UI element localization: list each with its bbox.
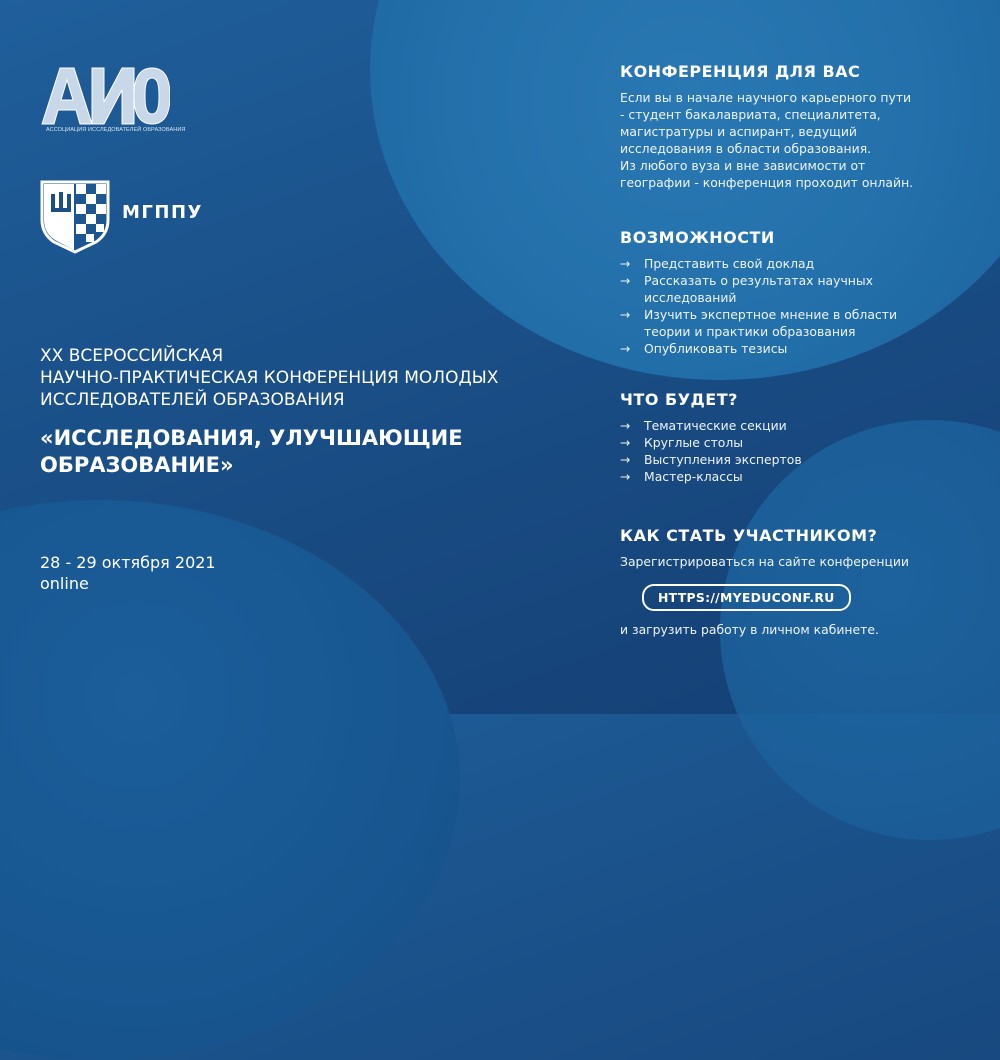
- section-paragraph: [620, 89, 980, 191]
- list-item-text: Представить свой доклад: [644, 256, 815, 271]
- join-line-1: Зарегистрироваться на сайте конференции: [620, 554, 909, 569]
- list-item-text: Опубликовать тезисы: [644, 341, 788, 356]
- paragraph-line: Если вы в начале научного карьерного пути: [620, 90, 912, 105]
- paragraph-line: исследования в области образования.: [620, 141, 872, 156]
- list-item-text: Выступления экспертов: [644, 452, 802, 467]
- section-opportunities: [620, 228, 980, 357]
- conference-name: [40, 425, 463, 479]
- conference-dates: [40, 552, 216, 594]
- section-what-will-be: [620, 390, 980, 485]
- conference-url-link[interactable]: HTTPS://MYEDUCONF.RU: [642, 584, 851, 611]
- arrow-right-icon: →: [620, 273, 631, 288]
- arrow-right-icon: →: [620, 469, 631, 484]
- what-will-be-list: [620, 417, 980, 485]
- list-item: [620, 272, 980, 306]
- list-item-text: теории и практики образования: [644, 324, 856, 339]
- paragraph-line: магистратуры и аспирант, ведущий: [620, 124, 857, 139]
- section-how-to-join: [620, 526, 980, 638]
- conference-name-line: «ИССЛЕДОВАНИЯ, УЛУЧШАЮЩИЕ: [40, 426, 463, 450]
- section-heading: КАК СТАТЬ УЧАСТНИКОМ?: [620, 526, 878, 545]
- list-item-text: Тематические секции: [644, 418, 787, 433]
- section-heading: ВОЗМОЖНОСТИ: [620, 228, 775, 247]
- list-item: [620, 434, 980, 451]
- list-item-text: Круглые столы: [644, 435, 744, 450]
- paragraph-line: Из любого вуза и вне зависимости от: [620, 158, 866, 173]
- list-item: [620, 417, 980, 434]
- arrow-right-icon: →: [620, 341, 631, 356]
- mgppu-shield-logo: [40, 180, 110, 254]
- join-line-2: и загрузить работу в личном кабинете.: [620, 622, 879, 637]
- section-for-you: [620, 62, 980, 191]
- aio-caption: АССОЦИАЦИЯ ИССЛЕДОВАТЕЛЕЙ ОБРАЗОВАНИЯ: [46, 127, 186, 133]
- list-item: [620, 255, 980, 272]
- opportunities-list: [620, 255, 980, 357]
- conference-title-line: XX ВСЕРОССИЙСКАЯ: [40, 346, 224, 366]
- list-item-text: исследований: [644, 290, 737, 305]
- mgppu-name: МГППУ: [122, 202, 203, 223]
- list-item-text: Изучить экспертное мнение в области: [644, 307, 898, 322]
- conference-title-line: ИССЛЕДОВАТЕЛЕЙ ОБРАЗОВАНИЯ: [40, 390, 345, 410]
- conference-name-line: ОБРАЗОВАНИЕ»: [40, 453, 234, 477]
- format-text: online: [40, 574, 89, 593]
- list-item: [620, 306, 980, 340]
- list-item: [620, 340, 980, 357]
- conference-title: [40, 345, 498, 411]
- arrow-right-icon: →: [620, 452, 631, 467]
- section-heading: ЧТО БУДЕТ?: [620, 390, 738, 409]
- arrow-right-icon: →: [620, 307, 631, 322]
- list-item-text: Мастер-классы: [644, 469, 743, 484]
- arrow-right-icon: →: [620, 418, 631, 433]
- list-item: [620, 451, 980, 468]
- list-item: [620, 468, 980, 485]
- list-item-text: Рассказать о результатах научных: [644, 273, 874, 288]
- dates-text: 28 - 29 октября 2021: [40, 553, 216, 572]
- section-heading: КОНФЕРЕНЦИЯ ДЛЯ ВАС: [620, 62, 861, 81]
- paragraph-line: географии - конференция проходит онлайн.: [620, 175, 914, 190]
- paragraph-line: - студент бакалавриата, специалитета,: [620, 107, 881, 122]
- arrow-right-icon: →: [620, 256, 631, 271]
- arrow-right-icon: →: [620, 435, 631, 450]
- conference-title-line: НАУЧНО-ПРАКТИЧЕСКАЯ КОНФЕРЕНЦИЯ МОЛОДЫХ: [40, 368, 499, 388]
